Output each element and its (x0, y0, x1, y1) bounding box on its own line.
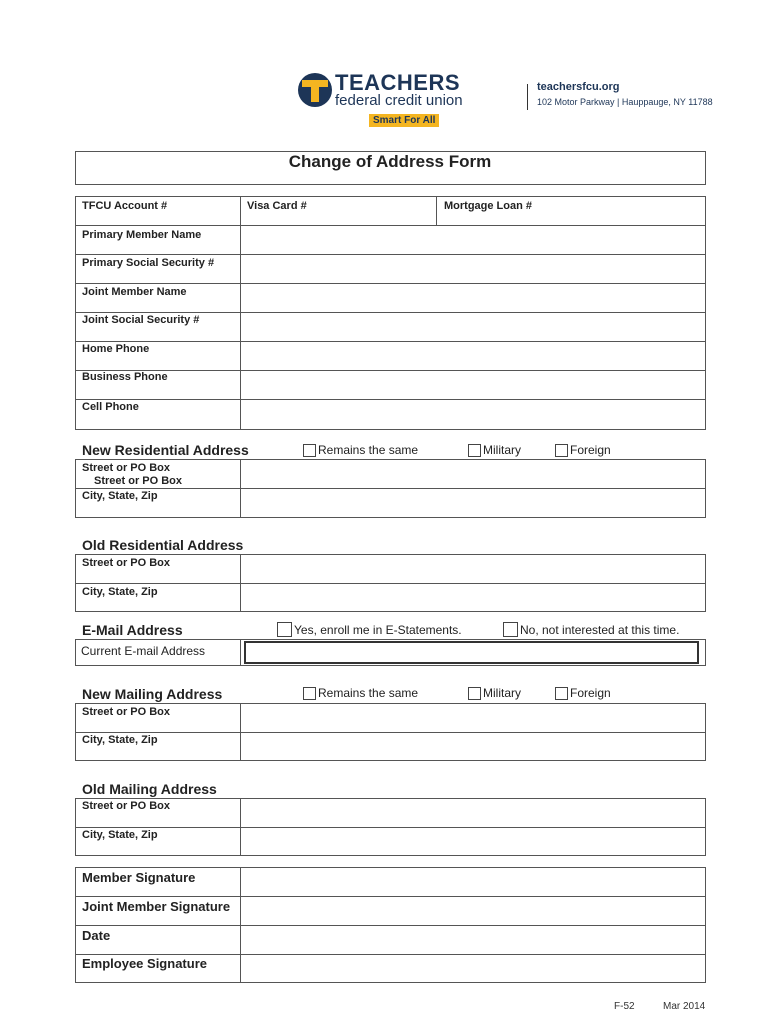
new-residential-street-label-overlay: Street or PO Box (94, 475, 183, 487)
old-mailing-street-label: Street or PO Box (82, 800, 171, 812)
brand-subtitle: federal credit union (335, 92, 463, 109)
brand-name: TEACHERS (335, 70, 461, 95)
joint-member-name-label: Joint Member Name (82, 286, 187, 298)
new-mailing-foreign-option[interactable] (555, 686, 611, 700)
business-phone-label: Business Phone (82, 371, 168, 383)
old-residential-heading: Old Residential Address (82, 537, 244, 553)
form-title: Change of Address Form (288, 152, 492, 171)
mortgage-loan-field[interactable] (437, 196, 706, 225)
home-phone-field[interactable] (241, 342, 706, 370)
option-label: Remains the same (318, 686, 419, 700)
option-label: Military (483, 443, 521, 457)
new-mailing-city-label: City, State, Zip (82, 734, 158, 746)
new-residential-city-label: City, State, Zip (82, 490, 158, 502)
old-mailing-city-field[interactable] (241, 828, 706, 856)
old-residential-street-label: Street or PO Box (82, 557, 171, 569)
new-residential-foreign-option[interactable] (555, 443, 611, 457)
current-email-field[interactable] (244, 641, 699, 664)
checkbox[interactable] (468, 444, 481, 457)
business-phone-field[interactable] (241, 371, 706, 399)
checkbox[interactable] (555, 687, 568, 700)
cell-phone-label: Cell Phone (82, 401, 139, 413)
new-residential-street-label: Street or PO Box (82, 462, 171, 474)
address-text: 102 Motor Parkway | Hauppauge, NY 11788 (537, 97, 713, 107)
new-mailing-same-option[interactable] (303, 686, 418, 700)
joint-ssn-field[interactable] (241, 313, 706, 341)
date-field[interactable] (241, 926, 706, 954)
tfcu-logo (297, 70, 487, 130)
checkbox[interactable] (555, 444, 568, 457)
new-residential-same-option[interactable] (303, 443, 418, 457)
employee-signature-field[interactable] (241, 955, 706, 983)
checkbox[interactable] (303, 687, 316, 700)
joint-member-signature-label: Joint Member Signature (82, 899, 231, 914)
checkbox[interactable] (277, 622, 292, 637)
primary-member-name-field[interactable] (241, 226, 706, 254)
new-residential-heading: New Residential Address (82, 442, 249, 458)
header-divider (527, 84, 528, 110)
account-number-label: TFCU Account # (82, 200, 168, 212)
option-label: Foreign (570, 443, 611, 457)
new-residential-street-field[interactable] (241, 460, 706, 488)
new-residential-city-field[interactable] (241, 489, 706, 518)
new-residential-military-option[interactable] (468, 443, 521, 457)
primary-member-name-label: Primary Member Name (82, 229, 202, 241)
estatements-decline-option[interactable] (503, 622, 679, 637)
new-mailing-military-option[interactable] (468, 686, 521, 700)
old-mailing-city-label: City, State, Zip (82, 829, 158, 841)
tfcu-logo-icon (297, 72, 333, 108)
member-signature-field[interactable] (241, 868, 706, 896)
checkbox[interactable] (468, 687, 481, 700)
member-signature-label: Member Signature (82, 870, 196, 885)
joint-member-signature-field[interactable] (241, 897, 706, 925)
option-label: Foreign (570, 686, 611, 700)
old-residential-street-field[interactable] (241, 555, 706, 583)
estatements-enroll-option[interactable] (277, 622, 462, 637)
brand-tagline: Smart For All (369, 114, 439, 127)
option-label: No, not interested at this time. (520, 622, 680, 637)
old-mailing-heading: Old Mailing Address (82, 781, 217, 797)
form-number: F-52 (614, 1001, 635, 1012)
joint-ssn-label: Joint Social Security # (82, 314, 200, 326)
cell-phone-field[interactable] (241, 400, 706, 430)
account-number-field[interactable] (75, 196, 240, 225)
new-mailing-heading: New Mailing Address (82, 686, 223, 702)
new-mailing-street-label: Street or PO Box (82, 706, 171, 718)
employee-signature-label: Employee Signature (82, 956, 207, 971)
email-heading: E-Mail Address (82, 622, 183, 638)
joint-member-name-field[interactable] (241, 284, 706, 312)
new-mailing-city-field[interactable] (241, 733, 706, 761)
old-mailing-street-field[interactable] (241, 799, 706, 827)
visa-card-label: Visa Card # (247, 200, 307, 212)
option-label: Yes, enroll me in E-Statements. (294, 622, 462, 637)
date-label: Date (82, 928, 111, 943)
primary-ssn-label: Primary Social Security # (82, 257, 215, 269)
new-mailing-street-field[interactable] (241, 704, 706, 732)
old-residential-city-field[interactable] (241, 584, 706, 612)
revision-date: Mar 2014 (663, 1001, 706, 1012)
checkbox[interactable] (503, 622, 518, 637)
primary-ssn-field[interactable] (241, 255, 706, 283)
checkbox[interactable] (303, 444, 316, 457)
mortgage-loan-label: Mortgage Loan # (444, 200, 533, 212)
home-phone-label: Home Phone (82, 343, 150, 355)
option-label: Remains the same (318, 443, 419, 457)
visa-card-field[interactable] (241, 196, 436, 225)
option-label: Military (483, 686, 521, 700)
old-residential-city-label: City, State, Zip (82, 586, 158, 598)
column-divider (240, 639, 241, 666)
website-text: teachersfcu.org (537, 81, 620, 93)
current-email-label: Current E-mail Address (81, 644, 206, 658)
